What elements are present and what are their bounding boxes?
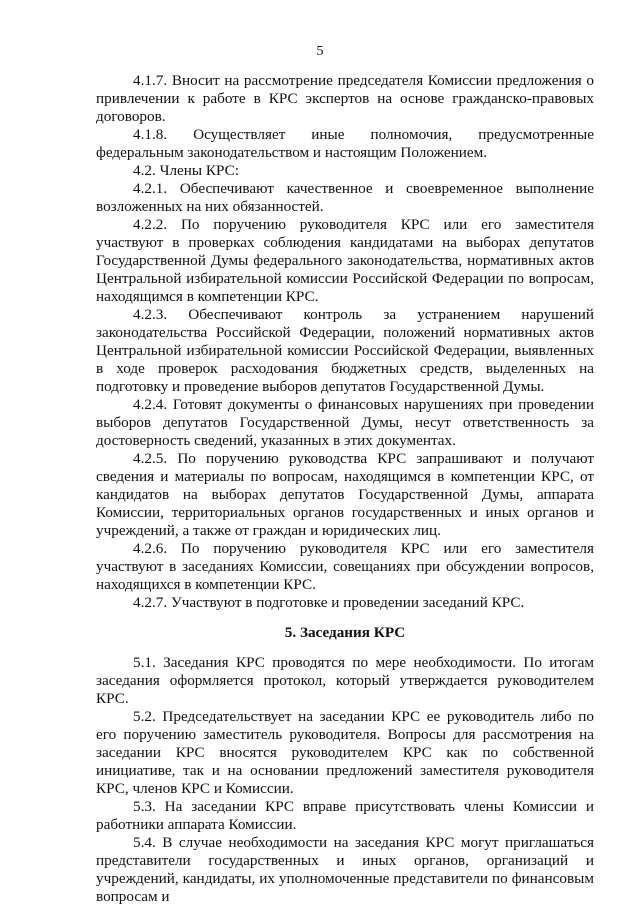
paragraph-4-2-6: 4.2.6. По поручению руководителя КРС или его заместителя участвуют в заседаниях Комиссии, совещаниях при обсуждении вопросов, находящихся в компетенции КРС. (96, 540, 594, 593)
paragraph-5-2: 5.2. Председательствует на заседании КРС ее руководитель либо по его поручению заместитель руководителя. Вопросы для рассмотрения на заседании КРС вносятся руководителем КРС как по собственной инициативе, так и на основании предложений заместителя руководителя КРС, членов КРС и Комиссии. (96, 708, 594, 797)
paragraph-5-3: 5.3. На заседании КРС вправе присутствовать члены Комиссии и работники аппарата Комиссии. (96, 798, 594, 833)
paragraph-4-1-8: 4.1.8. Осуществляет иные полномочия, предусмотренные федеральным законодательством и настоящим Положением. (96, 126, 594, 161)
paragraph-4-2-3: 4.2.3. Обеспечивают контроль за устранением нарушений законодательства Российской Федерации, положений нормативных актов Центральной избирательной комиссии Российской Федерации, выявленных в ходе проверок расходования бюджетных средств, выделенных на подготовку и проведение выборов депутатов Государственной Думы. (96, 306, 594, 395)
paragraph-5-4: 5.4. В случае необходимости на заседания КРС могут приглашаться представители государственных и иных органов, организаций и учреждений, кандидаты, их уполномоченные представители по финансовым вопросам и (96, 834, 594, 905)
paragraph-4-2-1: 4.2.1. Обеспечивают качественное и своевременное выполнение возложенных на них обязанностей. (96, 180, 594, 215)
paragraph-5-1: 5.1. Заседания КРС проводятся по мере необходимости. По итогам заседания оформляется протокол, который утверждается руководителем КРС. (96, 654, 594, 707)
paragraph-4-2-7: 4.2.7. Участвуют в подготовке и проведении заседаний КРС. (133, 594, 525, 611)
document-body (96, 72, 594, 906)
section-heading: 5. Заседания КРС (284, 624, 406, 641)
paragraph-4-2: 4.2. Члены КРС: (133, 162, 240, 179)
paragraph-4-2-4: 4.2.4. Готовят документы о финансовых нарушениях при проведении выборов депутатов Государственной Думы, несут ответственность за достоверность сведений, указанных в этих документах. (96, 396, 594, 449)
paragraph-4-2-5: 4.2.5. По поручению руководства КРС запрашивают и получают сведения и материалы по вопросам, находящимся в компетенции КРС, от кандидатов на выборах депутатов Государственной Думы, аппарата Комиссии, территориальных органов государственных и иных органов и учреждений, а также от граждан и юридических лиц. (96, 450, 594, 539)
paragraph-4-2-2: 4.2.2. По поручению руководителя КРС или его заместителя участвуют в проверках соблюдения кандидатами на выборах депутатов Государственной Думы федерального законодательства, нормативных актов Центральной избирательной комиссии Российской Федерации по вопросам, находящимся в компетенции КРС. (96, 216, 594, 305)
paragraph-4-1-7: 4.1.7. Вносит на рассмотрение председателя Комиссии предложения о привлечении к работе в КРС экспертов на основе гражданско-правовых договоров. (96, 72, 594, 125)
page-number: 5 (316, 44, 324, 59)
